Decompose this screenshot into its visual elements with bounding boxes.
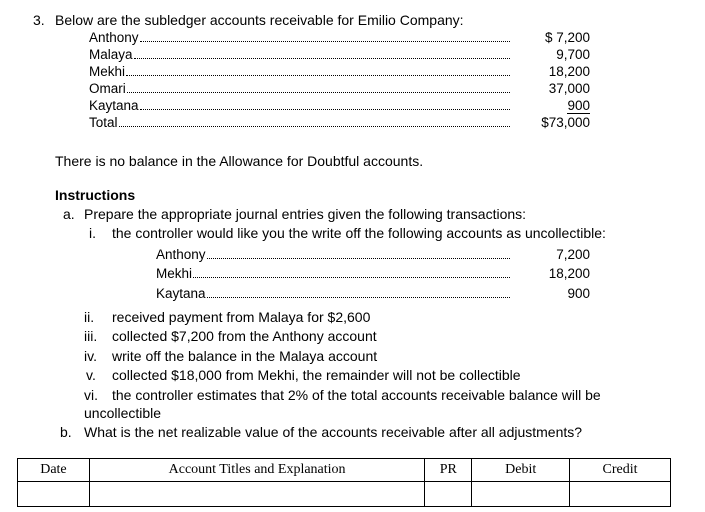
writeoff-name: Kaytana <box>156 286 206 301</box>
leader-dots <box>207 257 510 259</box>
writeoff-name: Anthony <box>156 247 206 262</box>
leader-dots <box>207 296 510 298</box>
item-i-label: i. <box>89 225 96 241</box>
subledger-name: Anthony <box>89 30 139 45</box>
journal-header-row <box>18 459 671 482</box>
question-prompt: Below are the subledger accounts receivable for Emilio Company: <box>55 12 464 28</box>
item-v-label: v. <box>86 367 96 383</box>
date-cell[interactable] <box>18 482 90 507</box>
journal-entry-row <box>18 482 671 507</box>
subledger-amount: 9,700 <box>556 47 590 62</box>
debit-cell[interactable] <box>472 482 570 507</box>
instructions-heading: Instructions <box>55 187 136 203</box>
account-column-header: Account Titles and Explanation <box>89 459 424 482</box>
account-cell[interactable] <box>89 482 424 507</box>
subledger-total-amount: $73,000 <box>541 115 590 130</box>
subledger-amount: 18,200 <box>548 64 590 79</box>
subledger-amount: 900 <box>567 98 590 113</box>
part-b-label: b. <box>60 424 72 440</box>
part-a-text: Prepare the appropriate journal entries given the following transactions: <box>84 206 527 222</box>
item-iv-text: write off the balance in the Malaya account <box>112 348 378 364</box>
item-ii-label: ii. <box>84 309 95 325</box>
subledger-row <box>89 31 512 45</box>
subledger-total-row <box>89 116 512 130</box>
credit-cell[interactable] <box>570 482 671 507</box>
writeoff-amount: 900 <box>567 286 590 301</box>
allowance-note: There is no balance in the Allowance for Doubtful accounts. <box>55 153 424 169</box>
writeoff-name: Mekhi <box>156 266 193 281</box>
subledger-amount: 37,000 <box>548 81 590 96</box>
subledger-name: Malaya <box>89 47 133 62</box>
pr-cell[interactable] <box>425 482 472 507</box>
subledger-row <box>89 48 512 62</box>
date-column-header: Date <box>18 459 90 482</box>
subledger-row <box>89 82 512 96</box>
leader-dots <box>127 91 510 93</box>
leader-dots <box>119 125 510 127</box>
subledger-name: Omari <box>89 81 126 96</box>
leader-dots <box>140 40 510 42</box>
item-iii-text: collected $7,200 from the Anthony account <box>112 328 377 344</box>
subledger-amount: $ 7,200 <box>544 30 590 45</box>
part-b-text: What is the net realizable value of the accounts receivable after all adjustments? <box>84 424 583 440</box>
item-iv-label: iv. <box>84 348 97 364</box>
item-v-text: collected $18,000 from Mekhi, the remainder will not be collectible <box>112 367 521 383</box>
debit-column-header: Debit <box>472 459 570 482</box>
part-a-label: a. <box>63 206 75 222</box>
writeoff-row <box>156 267 512 281</box>
leader-dots <box>140 108 510 110</box>
writeoff-row <box>156 248 512 262</box>
journal-entry-table <box>17 458 671 507</box>
writeoff-amount: 7,200 <box>556 247 590 262</box>
leader-dots <box>134 57 510 59</box>
item-vi-text-continued: uncollectible <box>84 405 162 421</box>
subledger-name: Mekhi <box>89 64 126 79</box>
subledger-name: Total <box>89 115 118 130</box>
subledger-row <box>89 65 512 79</box>
subledger-name: Kaytana <box>89 98 139 113</box>
item-i-text: the controller would like you the write off the following accounts as uncollectible: <box>112 225 606 241</box>
writeoff-row <box>156 287 512 301</box>
question-number: 3. <box>33 12 45 28</box>
item-iii-label: iii. <box>84 328 98 344</box>
item-ii-text: received payment from Malaya for $2,600 <box>112 309 371 325</box>
pr-column-header: PR <box>425 459 472 482</box>
item-vi-label: vi. <box>84 387 98 403</box>
writeoff-amount: 18,200 <box>548 266 590 281</box>
item-vi-text: the controller estimates that 2% of the total accounts receivable balance will be <box>112 387 601 403</box>
credit-column-header: Credit <box>570 459 671 482</box>
leader-dots <box>126 74 510 76</box>
subledger-row <box>89 99 512 113</box>
leader-dots <box>193 276 510 278</box>
